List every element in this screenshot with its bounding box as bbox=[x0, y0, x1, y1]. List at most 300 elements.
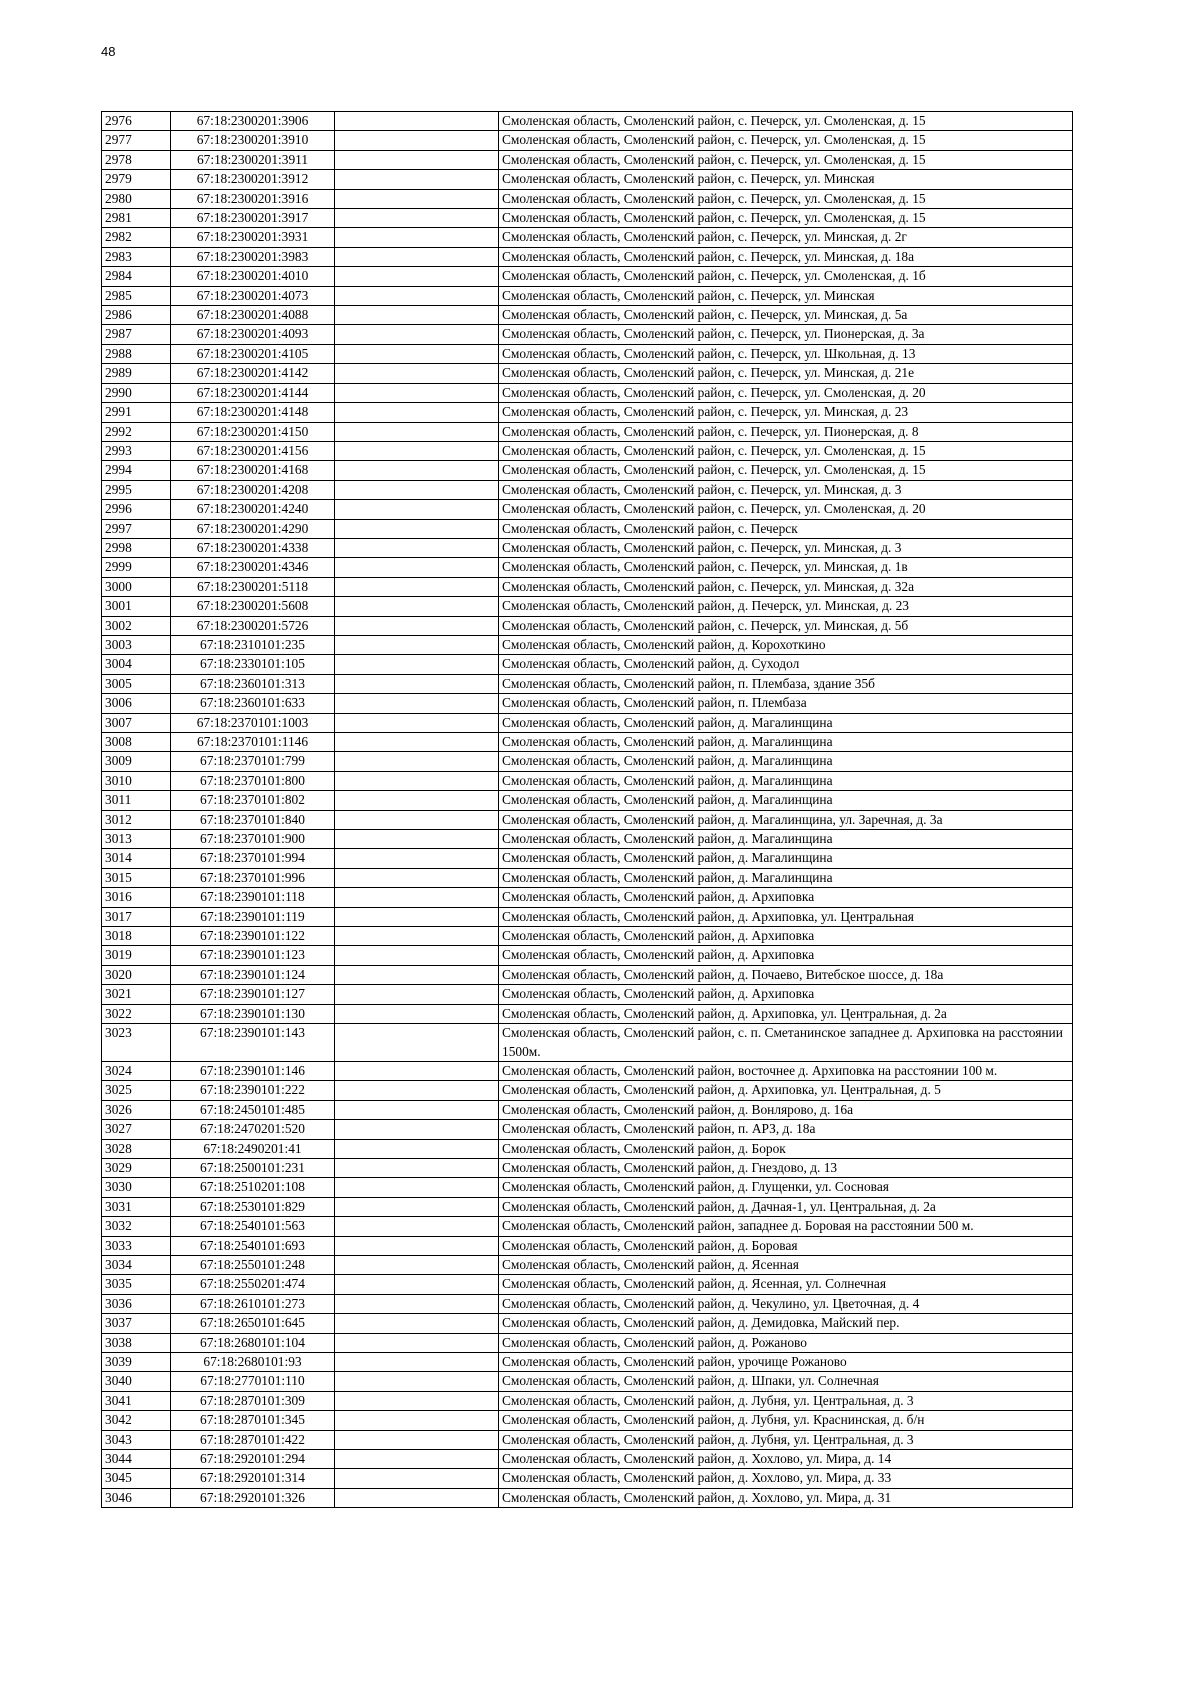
address-cell: Смоленская область, Смоленский район, д. Архиповка bbox=[499, 888, 1073, 907]
table-row bbox=[102, 616, 1073, 635]
table-row bbox=[102, 403, 1073, 422]
address-cell: Смоленская область, Смоленский район, с. п. Сметанинское западнее д. Архиповка на расстоянии 1500м. bbox=[499, 1024, 1073, 1062]
cadastral-number-cell: 67:18:2540101:563 bbox=[171, 1217, 335, 1236]
row-number-cell: 3007 bbox=[102, 713, 171, 732]
cadastral-number-cell: 67:18:2300201:3906 bbox=[171, 112, 335, 131]
address-cell: Смоленская область, Смоленский район, д. Магалинщина bbox=[499, 868, 1073, 887]
row-number-cell: 2992 bbox=[102, 422, 171, 441]
cadastral-number-cell: 67:18:2390101:143 bbox=[171, 1024, 335, 1062]
table-row bbox=[102, 1024, 1073, 1062]
empty-cell bbox=[335, 150, 499, 169]
empty-cell bbox=[335, 713, 499, 732]
cadastral-number-cell: 67:18:2360101:633 bbox=[171, 694, 335, 713]
table-row bbox=[102, 694, 1073, 713]
cadastral-number-cell: 67:18:2390101:119 bbox=[171, 907, 335, 926]
empty-cell bbox=[335, 927, 499, 946]
row-number-cell: 3010 bbox=[102, 771, 171, 790]
address-cell: Смоленская область, Смоленский район, д. Глущенки, ул. Сосновая bbox=[499, 1178, 1073, 1197]
table-row bbox=[102, 1314, 1073, 1333]
row-number-cell: 3013 bbox=[102, 830, 171, 849]
empty-cell bbox=[335, 1139, 499, 1158]
row-number-cell: 3028 bbox=[102, 1139, 171, 1158]
table-row bbox=[102, 519, 1073, 538]
row-number-cell: 2999 bbox=[102, 558, 171, 577]
cadastral-number-cell: 67:18:2370101:840 bbox=[171, 810, 335, 829]
empty-cell bbox=[335, 247, 499, 266]
cadastral-number-cell: 67:18:2310101:235 bbox=[171, 635, 335, 654]
cadastral-number-cell: 67:18:2550101:248 bbox=[171, 1255, 335, 1274]
empty-cell bbox=[335, 1469, 499, 1488]
empty-cell bbox=[335, 403, 499, 422]
address-cell: Смоленская область, Смоленский район, д. Дачная-1, ул. Центральная, д. 2а bbox=[499, 1197, 1073, 1216]
row-number-cell: 3020 bbox=[102, 965, 171, 984]
table-row bbox=[102, 228, 1073, 247]
empty-cell bbox=[335, 364, 499, 383]
row-number-cell: 2977 bbox=[102, 131, 171, 150]
empty-cell bbox=[335, 1081, 499, 1100]
cadastral-number-cell: 67:18:2300201:4150 bbox=[171, 422, 335, 441]
table-row bbox=[102, 1255, 1073, 1274]
empty-cell bbox=[335, 694, 499, 713]
empty-cell bbox=[335, 441, 499, 460]
address-cell: Смоленская область, Смоленский район, д. Хохлово, ул. Мира, д. 33 bbox=[499, 1469, 1073, 1488]
empty-cell bbox=[335, 1372, 499, 1391]
table-row bbox=[102, 441, 1073, 460]
row-number-cell: 3016 bbox=[102, 888, 171, 907]
table-row bbox=[102, 500, 1073, 519]
cadastral-number-cell: 67:18:2920101:294 bbox=[171, 1450, 335, 1469]
address-cell: Смоленская область, Смоленский район, с. Печерск, ул. Минская, д. 5а bbox=[499, 306, 1073, 325]
table-row bbox=[102, 1197, 1073, 1216]
cadastral-number-cell: 67:18:2300201:4148 bbox=[171, 403, 335, 422]
row-number-cell: 2993 bbox=[102, 441, 171, 460]
table-row bbox=[102, 1081, 1073, 1100]
table-row bbox=[102, 791, 1073, 810]
cadastral-number-cell: 67:18:2300201:3910 bbox=[171, 131, 335, 150]
address-cell: Смоленская область, Смоленский район, д. Магалинщина bbox=[499, 771, 1073, 790]
cadastral-number-cell: 67:18:2300201:4142 bbox=[171, 364, 335, 383]
cadastral-number-cell: 67:18:2870101:309 bbox=[171, 1391, 335, 1410]
empty-cell bbox=[335, 1024, 499, 1062]
address-cell: Смоленская область, Смоленский район, д. Суходол bbox=[499, 655, 1073, 674]
table-row bbox=[102, 1158, 1073, 1177]
empty-cell bbox=[335, 985, 499, 1004]
empty-cell bbox=[335, 1411, 499, 1430]
cadastral-number-cell: 67:18:2300201:4346 bbox=[171, 558, 335, 577]
row-number-cell: 2978 bbox=[102, 150, 171, 169]
row-number-cell: 2998 bbox=[102, 538, 171, 557]
table-row bbox=[102, 655, 1073, 674]
table-row bbox=[102, 577, 1073, 596]
empty-cell bbox=[335, 1391, 499, 1410]
empty-cell bbox=[335, 888, 499, 907]
empty-cell bbox=[335, 170, 499, 189]
row-number-cell: 2986 bbox=[102, 306, 171, 325]
row-number-cell: 3027 bbox=[102, 1120, 171, 1139]
empty-cell bbox=[335, 131, 499, 150]
row-number-cell: 3023 bbox=[102, 1024, 171, 1062]
address-cell: Смоленская область, Смоленский район, д. Магалинщина bbox=[499, 791, 1073, 810]
empty-cell bbox=[335, 209, 499, 228]
row-number-cell: 3036 bbox=[102, 1294, 171, 1313]
empty-cell bbox=[335, 946, 499, 965]
address-cell: Смоленская область, Смоленский район, с. Печерск, ул. Минская, д. 5б bbox=[499, 616, 1073, 635]
table-row bbox=[102, 170, 1073, 189]
cadastral-number-cell: 67:18:2300201:4088 bbox=[171, 306, 335, 325]
empty-cell bbox=[335, 1488, 499, 1507]
cadastral-number-cell: 67:18:2300201:4290 bbox=[171, 519, 335, 538]
empty-cell bbox=[335, 383, 499, 402]
address-cell: Смоленская область, Смоленский район, д. Архиповка, ул. Центральная, д. 2а bbox=[499, 1004, 1073, 1023]
table-row bbox=[102, 946, 1073, 965]
address-cell: Смоленская область, Смоленский район, урочище Рожаново bbox=[499, 1353, 1073, 1372]
table-row bbox=[102, 558, 1073, 577]
address-cell: Смоленская область, Смоленский район, д. Демидовка, Майский пер. bbox=[499, 1314, 1073, 1333]
row-number-cell: 2987 bbox=[102, 325, 171, 344]
row-number-cell: 3030 bbox=[102, 1178, 171, 1197]
cadastral-number-cell: 67:18:2390101:127 bbox=[171, 985, 335, 1004]
address-cell: Смоленская область, Смоленский район, д. Архиповка, ул. Центральная, д. 5 bbox=[499, 1081, 1073, 1100]
table-row bbox=[102, 247, 1073, 266]
empty-cell bbox=[335, 1430, 499, 1449]
empty-cell bbox=[335, 830, 499, 849]
table-row bbox=[102, 461, 1073, 480]
table-row bbox=[102, 422, 1073, 441]
address-cell: Смоленская область, Смоленский район, с. Печерск, ул. Минская, д. 3 bbox=[499, 480, 1073, 499]
row-number-cell: 3045 bbox=[102, 1469, 171, 1488]
empty-cell bbox=[335, 267, 499, 286]
table-row bbox=[102, 927, 1073, 946]
row-number-cell: 3006 bbox=[102, 694, 171, 713]
row-number-cell: 2979 bbox=[102, 170, 171, 189]
address-cell: Смоленская область, Смоленский район, с. Печерск, ул. Смоленская, д. 15 bbox=[499, 150, 1073, 169]
address-cell: Смоленская область, Смоленский район, с. Печерск, ул. Смоленская, д. 15 bbox=[499, 461, 1073, 480]
row-number-cell: 2976 bbox=[102, 112, 171, 131]
cadastral-number-cell: 67:18:2390101:123 bbox=[171, 946, 335, 965]
cadastral-number-cell: 67:18:2450101:485 bbox=[171, 1100, 335, 1119]
empty-cell bbox=[335, 344, 499, 363]
row-number-cell: 2982 bbox=[102, 228, 171, 247]
table-row bbox=[102, 1488, 1073, 1507]
row-number-cell: 3024 bbox=[102, 1061, 171, 1080]
table-row bbox=[102, 1469, 1073, 1488]
address-cell: Смоленская область, Смоленский район, с. Печерск, ул. Минская bbox=[499, 286, 1073, 305]
row-number-cell: 2984 bbox=[102, 267, 171, 286]
row-number-cell: 2988 bbox=[102, 344, 171, 363]
address-cell: Смоленская область, Смоленский район, с. Печерск, ул. Минская, д. 23 bbox=[499, 403, 1073, 422]
address-cell: Смоленская область, Смоленский район, п. Плембаза, здание 35б bbox=[499, 674, 1073, 693]
empty-cell bbox=[335, 538, 499, 557]
cadastral-number-cell: 67:18:2370101:900 bbox=[171, 830, 335, 849]
address-cell: Смоленская область, Смоленский район, д. Шпаки, ул. Солнечная bbox=[499, 1372, 1073, 1391]
cadastral-number-cell: 67:18:2870101:422 bbox=[171, 1430, 335, 1449]
table-row bbox=[102, 733, 1073, 752]
table-row bbox=[102, 1004, 1073, 1023]
row-number-cell: 2983 bbox=[102, 247, 171, 266]
address-cell: Смоленская область, Смоленский район, п. АРЗ, д. 18а bbox=[499, 1120, 1073, 1139]
row-number-cell: 2981 bbox=[102, 209, 171, 228]
cadastral-number-cell: 67:18:2650101:645 bbox=[171, 1314, 335, 1333]
empty-cell bbox=[335, 480, 499, 499]
table-row bbox=[102, 713, 1073, 732]
cadastral-number-cell: 67:18:2300201:5118 bbox=[171, 577, 335, 596]
row-number-cell: 2990 bbox=[102, 383, 171, 402]
address-cell: Смоленская область, Смоленский район, д. Ясенная bbox=[499, 1255, 1073, 1274]
table-row bbox=[102, 325, 1073, 344]
empty-cell bbox=[335, 1217, 499, 1236]
table-row bbox=[102, 112, 1073, 131]
row-number-cell: 3008 bbox=[102, 733, 171, 752]
table-row bbox=[102, 1139, 1073, 1158]
row-number-cell: 2997 bbox=[102, 519, 171, 538]
address-cell: Смоленская область, Смоленский район, п. Плембаза bbox=[499, 694, 1073, 713]
empty-cell bbox=[335, 1255, 499, 1274]
table-row bbox=[102, 1430, 1073, 1449]
address-cell: Смоленская область, Смоленский район, д. Магалинщина bbox=[499, 713, 1073, 732]
cadastral-number-cell: 67:18:2370101:994 bbox=[171, 849, 335, 868]
row-number-cell: 3035 bbox=[102, 1275, 171, 1294]
table-row bbox=[102, 868, 1073, 887]
table-row bbox=[102, 907, 1073, 926]
address-cell: Смоленская область, Смоленский район, д. Печерск, ул. Минская, д. 23 bbox=[499, 597, 1073, 616]
row-number-cell: 3025 bbox=[102, 1081, 171, 1100]
address-cell: Смоленская область, Смоленский район, восточнее д. Архиповка на расстоянии 100 м. bbox=[499, 1061, 1073, 1080]
empty-cell bbox=[335, 325, 499, 344]
row-number-cell: 3026 bbox=[102, 1100, 171, 1119]
address-cell: Смоленская область, Смоленский район, д. Почаево, Витебское шоссе, д. 18а bbox=[499, 965, 1073, 984]
cadastral-number-cell: 67:18:2370101:799 bbox=[171, 752, 335, 771]
cadastral-number-cell: 67:18:2490201:41 bbox=[171, 1139, 335, 1158]
cadastral-number-cell: 67:18:2550201:474 bbox=[171, 1275, 335, 1294]
row-number-cell: 3038 bbox=[102, 1333, 171, 1352]
table-row bbox=[102, 480, 1073, 499]
empty-cell bbox=[335, 965, 499, 984]
address-cell: Смоленская область, Смоленский район, д. Магалинщина bbox=[499, 752, 1073, 771]
address-cell: Смоленская область, Смоленский район, д. Магалинщина bbox=[499, 830, 1073, 849]
table-row bbox=[102, 830, 1073, 849]
empty-cell bbox=[335, 1158, 499, 1177]
table-row bbox=[102, 538, 1073, 557]
address-cell: Смоленская область, Смоленский район, д. Чекулино, ул. Цветочная, д. 4 bbox=[499, 1294, 1073, 1313]
cadastral-number-cell: 67:18:2370101:800 bbox=[171, 771, 335, 790]
address-cell: Смоленская область, Смоленский район, д. Вонлярово, д. 16а bbox=[499, 1100, 1073, 1119]
row-number-cell: 3034 bbox=[102, 1255, 171, 1274]
row-number-cell: 3012 bbox=[102, 810, 171, 829]
empty-cell bbox=[335, 1275, 499, 1294]
empty-cell bbox=[335, 112, 499, 131]
cadastral-number-cell: 67:18:2470201:520 bbox=[171, 1120, 335, 1139]
empty-cell bbox=[335, 752, 499, 771]
cadastral-number-cell: 67:18:2370101:802 bbox=[171, 791, 335, 810]
empty-cell bbox=[335, 286, 499, 305]
empty-cell bbox=[335, 1178, 499, 1197]
table-row bbox=[102, 1061, 1073, 1080]
empty-cell bbox=[335, 733, 499, 752]
cadastral-number-cell: 67:18:2390101:222 bbox=[171, 1081, 335, 1100]
row-number-cell: 3014 bbox=[102, 849, 171, 868]
row-number-cell: 3041 bbox=[102, 1391, 171, 1410]
empty-cell bbox=[335, 1120, 499, 1139]
cadastral-number-cell: 67:18:2390101:146 bbox=[171, 1061, 335, 1080]
table-row bbox=[102, 985, 1073, 1004]
row-number-cell: 2996 bbox=[102, 500, 171, 519]
address-cell: Смоленская область, Смоленский район, д. Магалинщина, ул. Заречная, д. 3а bbox=[499, 810, 1073, 829]
row-number-cell: 3019 bbox=[102, 946, 171, 965]
empty-cell bbox=[335, 810, 499, 829]
row-number-cell: 3000 bbox=[102, 577, 171, 596]
table-row bbox=[102, 1411, 1073, 1430]
table-row bbox=[102, 635, 1073, 654]
table-row bbox=[102, 965, 1073, 984]
row-number-cell: 3037 bbox=[102, 1314, 171, 1333]
table-row bbox=[102, 1217, 1073, 1236]
row-number-cell: 2995 bbox=[102, 480, 171, 499]
cadastral-number-cell: 67:18:2300201:3983 bbox=[171, 247, 335, 266]
empty-cell bbox=[335, 771, 499, 790]
address-cell: Смоленская область, Смоленский район, с. Печерск, ул. Смоленская, д. 1б bbox=[499, 267, 1073, 286]
address-cell: Смоленская область, Смоленский район, с. Печерск, ул. Смоленская, д. 20 bbox=[499, 500, 1073, 519]
cadastral-number-cell: 67:18:2300201:4208 bbox=[171, 480, 335, 499]
empty-cell bbox=[335, 189, 499, 208]
address-cell: Смоленская область, Смоленский район, с. Печерск, ул. Минская, д. 18а bbox=[499, 247, 1073, 266]
row-number-cell: 3021 bbox=[102, 985, 171, 1004]
address-cell: Смоленская область, Смоленский район, с. Печерск, ул. Минская, д. 32а bbox=[499, 577, 1073, 596]
address-cell: Смоленская область, Смоленский район, с. Печерск, ул. Смоленская, д. 15 bbox=[499, 189, 1073, 208]
table-row bbox=[102, 383, 1073, 402]
empty-cell bbox=[335, 597, 499, 616]
table-row bbox=[102, 674, 1073, 693]
cadastral-number-cell: 67:18:2770101:110 bbox=[171, 1372, 335, 1391]
cadastral-number-cell: 67:18:2300201:3911 bbox=[171, 150, 335, 169]
address-cell: Смоленская область, Смоленский район, с. Печерск, ул. Школьная, д. 13 bbox=[499, 344, 1073, 363]
address-cell: Смоленская область, Смоленский район, д. Ясенная, ул. Солнечная bbox=[499, 1275, 1073, 1294]
cadastral-number-cell: 67:18:2300201:4168 bbox=[171, 461, 335, 480]
row-number-cell: 3017 bbox=[102, 907, 171, 926]
address-cell: Смоленская область, Смоленский район, д. Лубня, ул. Краснинская, д. б/н bbox=[499, 1411, 1073, 1430]
table-row bbox=[102, 1275, 1073, 1294]
row-number-cell: 3018 bbox=[102, 927, 171, 946]
table-row bbox=[102, 1294, 1073, 1313]
cadastral-number-cell: 67:18:2300201:3912 bbox=[171, 170, 335, 189]
cadastral-number-cell: 67:18:2390101:130 bbox=[171, 1004, 335, 1023]
table-row bbox=[102, 150, 1073, 169]
empty-cell bbox=[335, 616, 499, 635]
table-row bbox=[102, 810, 1073, 829]
address-cell: Смоленская область, Смоленский район, д. Архиповка bbox=[499, 927, 1073, 946]
address-cell: Смоленская область, Смоленский район, д. Лубня, ул. Центральная, д. 3 bbox=[499, 1430, 1073, 1449]
cadastral-number-cell: 67:18:2390101:118 bbox=[171, 888, 335, 907]
cadastral-number-cell: 67:18:2300201:4144 bbox=[171, 383, 335, 402]
address-cell: Смоленская область, Смоленский район, с. Печерск, ул. Пионерская, д. 3а bbox=[499, 325, 1073, 344]
table-row bbox=[102, 306, 1073, 325]
row-number-cell: 3043 bbox=[102, 1430, 171, 1449]
row-number-cell: 3031 bbox=[102, 1197, 171, 1216]
row-number-cell: 3022 bbox=[102, 1004, 171, 1023]
row-number-cell: 3032 bbox=[102, 1217, 171, 1236]
row-number-cell: 2989 bbox=[102, 364, 171, 383]
address-cell: Смоленская область, Смоленский район, с. Печерск, ул. Минская bbox=[499, 170, 1073, 189]
address-cell: Смоленская область, Смоленский район, западнее д. Боровая на расстоянии 500 м. bbox=[499, 1217, 1073, 1236]
empty-cell bbox=[335, 1061, 499, 1080]
table-row bbox=[102, 1236, 1073, 1255]
cadastral-number-cell: 67:18:2540101:693 bbox=[171, 1236, 335, 1255]
address-cell: Смоленская область, Смоленский район, с. Печерск, ул. Смоленская, д. 15 bbox=[499, 441, 1073, 460]
cadastral-number-cell: 67:18:2360101:313 bbox=[171, 674, 335, 693]
empty-cell bbox=[335, 1353, 499, 1372]
row-number-cell: 3004 bbox=[102, 655, 171, 674]
cadastral-number-cell: 67:18:2920101:326 bbox=[171, 1488, 335, 1507]
address-cell: Смоленская область, Смоленский район, д. Боровая bbox=[499, 1236, 1073, 1255]
address-cell: Смоленская область, Смоленский район, д. Гнездово, д. 13 bbox=[499, 1158, 1073, 1177]
row-number-cell: 3029 bbox=[102, 1158, 171, 1177]
table-row bbox=[102, 1353, 1073, 1372]
table-row bbox=[102, 597, 1073, 616]
empty-cell bbox=[335, 461, 499, 480]
table-row bbox=[102, 849, 1073, 868]
registry-table bbox=[101, 111, 1073, 1508]
empty-cell bbox=[335, 849, 499, 868]
cadastral-number-cell: 67:18:2300201:4240 bbox=[171, 500, 335, 519]
table-row bbox=[102, 1178, 1073, 1197]
table-row bbox=[102, 189, 1073, 208]
row-number-cell: 3033 bbox=[102, 1236, 171, 1255]
address-cell: Смоленская область, Смоленский район, с. Печерск, ул. Пионерская, д. 8 bbox=[499, 422, 1073, 441]
empty-cell bbox=[335, 1314, 499, 1333]
cadastral-number-cell: 67:18:2870101:345 bbox=[171, 1411, 335, 1430]
table-row bbox=[102, 1450, 1073, 1469]
table-row bbox=[102, 1391, 1073, 1410]
row-number-cell: 2980 bbox=[102, 189, 171, 208]
address-cell: Смоленская область, Смоленский район, с. Печерск bbox=[499, 519, 1073, 538]
address-cell: Смоленская область, Смоленский район, д. Корохоткино bbox=[499, 635, 1073, 654]
row-number-cell: 3011 bbox=[102, 791, 171, 810]
table-row bbox=[102, 286, 1073, 305]
address-cell: Смоленская область, Смоленский район, д. Архиповка bbox=[499, 985, 1073, 1004]
table-row bbox=[102, 1372, 1073, 1391]
table-row bbox=[102, 344, 1073, 363]
cadastral-number-cell: 67:18:2300201:5608 bbox=[171, 597, 335, 616]
table-row bbox=[102, 1120, 1073, 1139]
row-number-cell: 3002 bbox=[102, 616, 171, 635]
address-cell: Смоленская область, Смоленский район, с. Печерск, ул. Минская, д. 2г bbox=[499, 228, 1073, 247]
empty-cell bbox=[335, 1197, 499, 1216]
cadastral-number-cell: 67:18:2370101:1003 bbox=[171, 713, 335, 732]
address-cell: Смоленская область, Смоленский район, с. Печерск, ул. Смоленская, д. 15 bbox=[499, 112, 1073, 131]
cadastral-number-cell: 67:18:2530101:829 bbox=[171, 1197, 335, 1216]
address-cell: Смоленская область, Смоленский район, с. Печерск, ул. Смоленская, д. 20 bbox=[499, 383, 1073, 402]
cadastral-number-cell: 67:18:2680101:93 bbox=[171, 1353, 335, 1372]
table-row bbox=[102, 888, 1073, 907]
empty-cell bbox=[335, 674, 499, 693]
row-number-cell: 3003 bbox=[102, 635, 171, 654]
empty-cell bbox=[335, 422, 499, 441]
row-number-cell: 2991 bbox=[102, 403, 171, 422]
empty-cell bbox=[335, 228, 499, 247]
empty-cell bbox=[335, 1236, 499, 1255]
address-cell: Смоленская область, Смоленский район, с. Печерск, ул. Минская, д. 3 bbox=[499, 538, 1073, 557]
address-cell: Смоленская область, Смоленский район, д. Рожаново bbox=[499, 1333, 1073, 1352]
address-cell: Смоленская область, Смоленский район, с. Печерск, ул. Смоленская, д. 15 bbox=[499, 209, 1073, 228]
registry-table-body bbox=[102, 112, 1073, 1508]
cadastral-number-cell: 67:18:2300201:5726 bbox=[171, 616, 335, 635]
address-cell: Смоленская область, Смоленский район, д. Магалинщина bbox=[499, 849, 1073, 868]
empty-cell bbox=[335, 1450, 499, 1469]
cadastral-number-cell: 67:18:2300201:4073 bbox=[171, 286, 335, 305]
address-cell: Смоленская область, Смоленский район, д. Хохлово, ул. Мира, д. 31 bbox=[499, 1488, 1073, 1507]
row-number-cell: 3046 bbox=[102, 1488, 171, 1507]
row-number-cell: 2994 bbox=[102, 461, 171, 480]
row-number-cell: 3009 bbox=[102, 752, 171, 771]
